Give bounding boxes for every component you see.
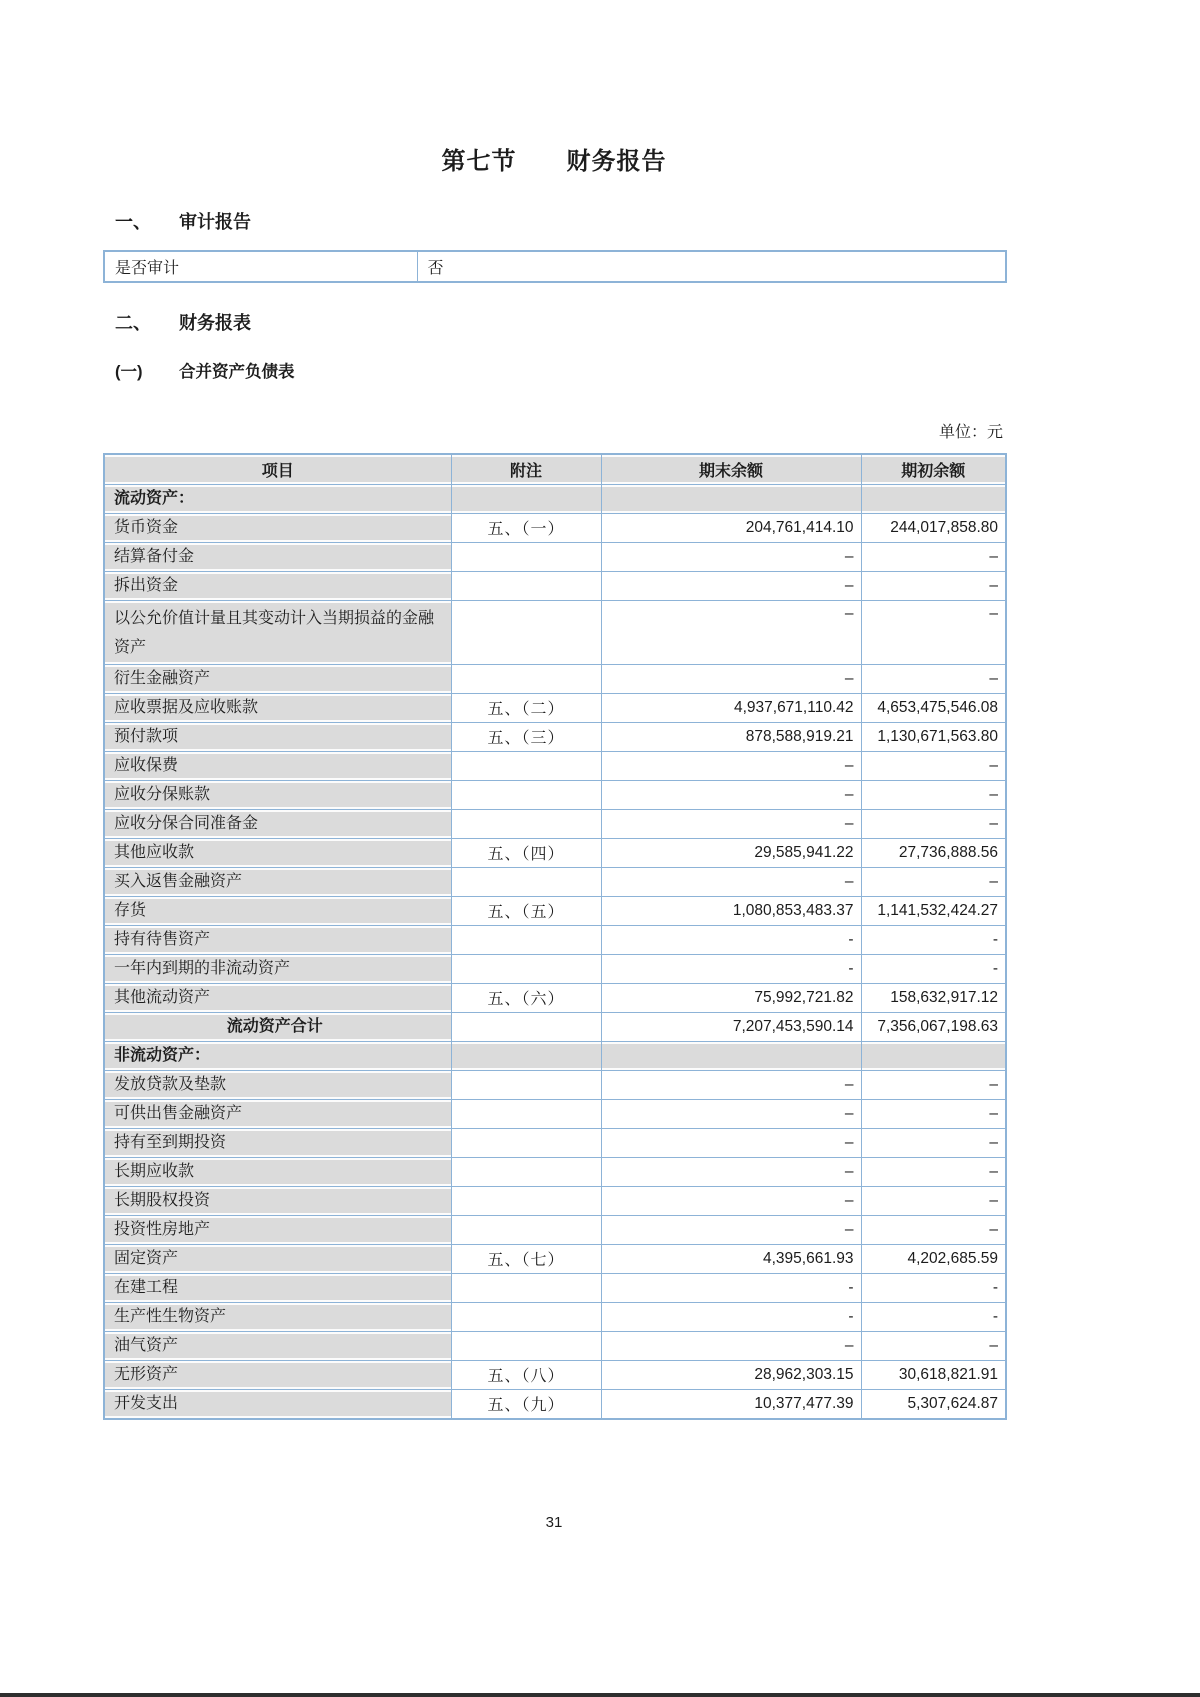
table-row xyxy=(104,513,1006,542)
table-row xyxy=(104,1244,1006,1273)
heading-number: (一) xyxy=(115,363,143,381)
ending-balance-cell: – xyxy=(601,542,861,571)
item-label-cell: 长期股权投资 xyxy=(104,1186,451,1215)
item-label-cell: 存货 xyxy=(104,896,451,925)
note-cell xyxy=(451,600,601,664)
table-row xyxy=(104,867,1006,896)
beginning-balance-cell xyxy=(861,484,1006,513)
note-cell: 五、（七） xyxy=(451,1244,601,1273)
note-cell: 五、（一） xyxy=(451,513,601,542)
beginning-balance-cell: - xyxy=(861,954,1006,983)
ending-balance-cell: – xyxy=(601,1070,861,1099)
table-row xyxy=(104,1215,1006,1244)
beginning-balance-cell: 4,653,475,546.08 xyxy=(861,693,1006,722)
ending-balance-cell: 75,992,721.82 xyxy=(601,983,861,1012)
note-cell: 五、（六） xyxy=(451,983,601,1012)
table-row xyxy=(104,1389,1006,1419)
note-cell xyxy=(451,1012,601,1041)
table-row xyxy=(104,1331,1006,1360)
item-label-cell: 货币资金 xyxy=(104,513,451,542)
table-row xyxy=(104,1186,1006,1215)
table-row xyxy=(104,251,1006,282)
table-row xyxy=(104,1157,1006,1186)
ending-balance-cell: 1,080,853,483.37 xyxy=(601,896,861,925)
item-label-cell: 其他流动资产 xyxy=(104,983,451,1012)
ending-balance-cell: – xyxy=(601,600,861,664)
item-label-cell: 应收票据及应收账款 xyxy=(104,693,451,722)
heading-text: 审计报告 xyxy=(179,212,251,232)
heading-audit-report xyxy=(103,208,1005,236)
table-row xyxy=(104,983,1006,1012)
note-cell: 五、（四） xyxy=(451,838,601,867)
item-label-cell: 拆出资金 xyxy=(104,571,451,600)
table-row xyxy=(104,722,1006,751)
item-label-cell: 开发支出 xyxy=(104,1389,451,1419)
table-row xyxy=(104,1099,1006,1128)
beginning-balance-cell: – xyxy=(861,751,1006,780)
item-label-cell: 买入返售金融资产 xyxy=(104,867,451,896)
heading-text: 合并资产负债表 xyxy=(179,363,295,381)
item-label-cell: 油气资产 xyxy=(104,1331,451,1360)
note-cell: 五、（五） xyxy=(451,896,601,925)
note-cell xyxy=(451,1302,601,1331)
section-row xyxy=(104,484,1006,513)
heading-text: 财务报表 xyxy=(179,313,251,333)
item-label-cell: 应收分保账款 xyxy=(104,780,451,809)
table-row xyxy=(104,1302,1006,1331)
table-row xyxy=(104,571,1006,600)
ending-balance-cell: 4,937,671,110.42 xyxy=(601,693,861,722)
ending-balance-cell: - xyxy=(601,954,861,983)
note-cell xyxy=(451,1128,601,1157)
beginning-balance-cell: - xyxy=(861,1273,1006,1302)
table-row xyxy=(104,751,1006,780)
ending-balance-cell: – xyxy=(601,571,861,600)
item-label-cell: 生产性生物资产 xyxy=(104,1302,451,1331)
beginning-balance-cell: – xyxy=(861,1215,1006,1244)
note-cell: 五、（八） xyxy=(451,1360,601,1389)
note-cell: 五、（九） xyxy=(451,1389,601,1419)
table-row xyxy=(104,1273,1006,1302)
item-label-cell: 发放贷款及垫款 xyxy=(104,1070,451,1099)
item-label-cell: 一年内到期的非流动资产 xyxy=(104,954,451,983)
note-cell xyxy=(451,664,601,693)
page-title: 第七节 财务报告 xyxy=(441,148,667,175)
ending-balance-cell: 204,761,414.10 xyxy=(601,513,861,542)
note-cell xyxy=(451,1070,601,1099)
beginning-balance-cell: - xyxy=(861,1302,1006,1331)
note-cell xyxy=(451,809,601,838)
ending-balance-cell: 28,962,303.15 xyxy=(601,1360,861,1389)
total-row xyxy=(104,1012,1006,1041)
beginning-balance-cell: – xyxy=(861,780,1006,809)
ending-balance-cell: – xyxy=(601,1331,861,1360)
table-row xyxy=(104,954,1006,983)
table-row xyxy=(104,664,1006,693)
ending-balance-cell: 878,588,919.21 xyxy=(601,722,861,751)
table-row xyxy=(104,809,1006,838)
ending-balance-cell: – xyxy=(601,780,861,809)
heading-number: 一、 xyxy=(115,212,151,232)
table-row xyxy=(104,780,1006,809)
ending-balance-cell: – xyxy=(601,1099,861,1128)
note-cell xyxy=(451,1099,601,1128)
ending-balance-cell xyxy=(601,484,861,513)
beginning-balance-cell: 30,618,821.91 xyxy=(861,1360,1006,1389)
table-row xyxy=(104,838,1006,867)
beginning-balance-cell: 4,202,685.59 xyxy=(861,1244,1006,1273)
heading-financial-statements xyxy=(103,309,1005,337)
beginning-balance-cell: 5,307,624.87 xyxy=(861,1389,1006,1419)
section-row xyxy=(104,1041,1006,1070)
note-cell xyxy=(451,484,601,513)
beginning-balance-cell: – xyxy=(861,809,1006,838)
ending-balance-cell: – xyxy=(601,867,861,896)
ending-balance-cell: – xyxy=(601,1157,861,1186)
ending-balance-cell: 7,207,453,590.14 xyxy=(601,1012,861,1041)
beginning-balance-cell: – xyxy=(861,542,1006,571)
item-label-cell: 其他应收款 xyxy=(104,838,451,867)
beginning-balance-cell: – xyxy=(861,1331,1006,1360)
ending-balance-cell: - xyxy=(601,1302,861,1331)
page-bottom-edge xyxy=(0,1693,1200,1697)
note-cell xyxy=(451,1186,601,1215)
ending-balance-cell: – xyxy=(601,1128,861,1157)
table-row xyxy=(104,542,1006,571)
note-cell xyxy=(451,751,601,780)
ending-balance-cell: – xyxy=(601,809,861,838)
ending-balance-cell: – xyxy=(601,1186,861,1215)
audit-question-cell: 是否审计 xyxy=(104,251,417,282)
note-cell xyxy=(451,542,601,571)
note-cell: 五、（三） xyxy=(451,722,601,751)
balance-sheet-table xyxy=(103,453,1007,1420)
beginning-balance-cell: – xyxy=(861,1070,1006,1099)
item-label-cell: 持有至到期投资 xyxy=(104,1128,451,1157)
item-label-cell: 衍生金融资产 xyxy=(104,664,451,693)
table-header-row xyxy=(104,454,1006,484)
beginning-balance-cell: 27,736,888.56 xyxy=(861,838,1006,867)
ending-balance-cell: 29,585,941.22 xyxy=(601,838,861,867)
ending-balance-cell: – xyxy=(601,664,861,693)
item-label-cell: 长期应收款 xyxy=(104,1157,451,1186)
beginning-balance-cell: – xyxy=(861,571,1006,600)
ending-balance-cell: – xyxy=(601,751,861,780)
note-cell xyxy=(451,1157,601,1186)
beginning-balance-cell: – xyxy=(861,1099,1006,1128)
note-cell xyxy=(451,571,601,600)
beginning-balance-cell: – xyxy=(861,664,1006,693)
note-cell xyxy=(451,1215,601,1244)
beginning-balance-cell: - xyxy=(861,925,1006,954)
note-cell xyxy=(451,867,601,896)
item-label-cell: 流动资产合计 xyxy=(104,1012,451,1041)
beginning-balance-cell: 158,632,917.12 xyxy=(861,983,1006,1012)
item-label-cell: 结算备付金 xyxy=(104,542,451,571)
item-label-cell: 固定资产 xyxy=(104,1244,451,1273)
beginning-balance-cell: – xyxy=(861,1186,1006,1215)
column-header-beginning-balance: 期初余额 xyxy=(861,454,1006,484)
ending-balance-cell: 10,377,477.39 xyxy=(601,1389,861,1419)
item-label-cell: 应收保费 xyxy=(104,751,451,780)
beginning-balance-cell: 244,017,858.80 xyxy=(861,513,1006,542)
unit-label: 单位：元 xyxy=(938,424,1003,441)
ending-balance-cell: 4,395,661.93 xyxy=(601,1244,861,1273)
note-cell xyxy=(451,1041,601,1070)
beginning-balance-cell: – xyxy=(861,600,1006,664)
item-label-cell: 以公允价值计量且其变动计入当期损益的金融资产 xyxy=(104,600,451,664)
item-label-cell: 流动资产： xyxy=(104,484,451,513)
item-label-cell: 预付款项 xyxy=(104,722,451,751)
note-cell xyxy=(451,1331,601,1360)
beginning-balance-cell: 1,141,532,424.27 xyxy=(861,896,1006,925)
table-row xyxy=(104,896,1006,925)
ending-balance-cell: - xyxy=(601,1273,861,1302)
column-header-item: 项目 xyxy=(104,454,451,484)
table-row xyxy=(104,1070,1006,1099)
audit-table xyxy=(103,250,1007,283)
ending-balance-cell: – xyxy=(601,1215,861,1244)
item-label-cell: 无形资产 xyxy=(104,1360,451,1389)
column-header-ending-balance: 期末余额 xyxy=(601,454,861,484)
beginning-balance-cell: 1,130,671,563.80 xyxy=(861,722,1006,751)
table-row xyxy=(104,600,1006,664)
note-cell xyxy=(451,1273,601,1302)
heading-number: 二、 xyxy=(115,313,151,333)
note-cell xyxy=(451,954,601,983)
audit-answer-cell: 否 xyxy=(417,251,1006,282)
ending-balance-cell: - xyxy=(601,925,861,954)
note-cell: 五、（二） xyxy=(451,693,601,722)
heading-balance-sheet xyxy=(103,359,1005,385)
item-label-cell: 持有待售资产 xyxy=(104,925,451,954)
item-label-cell: 可供出售金融资产 xyxy=(104,1099,451,1128)
item-label-cell: 非流动资产： xyxy=(104,1041,451,1070)
beginning-balance-cell xyxy=(861,1041,1006,1070)
beginning-balance-cell: – xyxy=(861,1128,1006,1157)
table-row xyxy=(104,1360,1006,1389)
beginning-balance-cell: – xyxy=(861,867,1006,896)
item-label-cell: 在建工程 xyxy=(104,1273,451,1302)
beginning-balance-cell: – xyxy=(861,1157,1006,1186)
column-header-note: 附注 xyxy=(451,454,601,484)
note-cell xyxy=(451,925,601,954)
item-label-cell: 应收分保合同准备金 xyxy=(104,809,451,838)
page-content xyxy=(103,0,1005,1531)
ending-balance-cell xyxy=(601,1041,861,1070)
table-row xyxy=(104,925,1006,954)
note-cell xyxy=(451,780,601,809)
item-label-cell: 投资性房地产 xyxy=(104,1215,451,1244)
balance-table-body xyxy=(104,484,1006,1419)
table-row xyxy=(104,1128,1006,1157)
beginning-balance-cell: 7,356,067,198.63 xyxy=(861,1012,1006,1041)
table-row xyxy=(104,693,1006,722)
page-number: 31 xyxy=(545,1513,563,1531)
